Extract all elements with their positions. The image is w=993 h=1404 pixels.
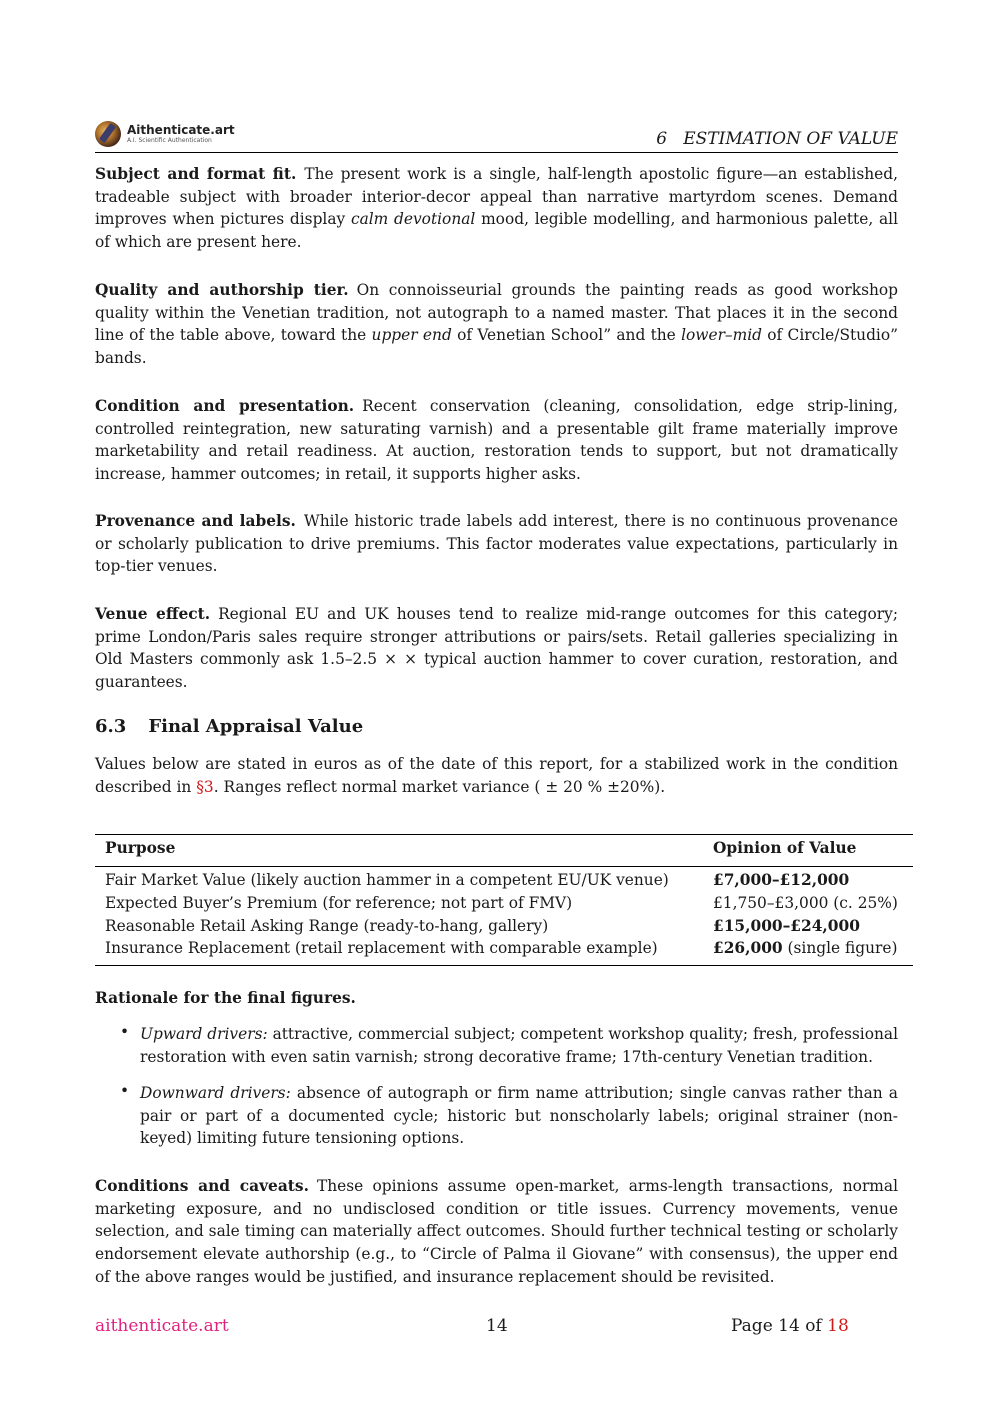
list-item-downward: Downward drivers: absence of autograph or firm name attribution; single canvas rather than a pair or part of a documented cycle; historic but nonscholarly labels; original strainer (non-keyed) limiting future tensioning options. — [140, 1084, 898, 1148]
footer-site-link[interactable]: aithenticate.art — [95, 1316, 229, 1336]
logo-emblem-icon — [95, 121, 121, 147]
section-number: 6.3 — [95, 716, 127, 737]
logo-tagline: A.I. Scientific Authentication — [127, 137, 212, 144]
paragraph-lead: Provenance and labels. — [95, 512, 296, 530]
section-reference-link[interactable]: §3 — [196, 777, 214, 796]
footer-page-number: 14 — [486, 1316, 508, 1336]
logo[interactable] — [95, 119, 235, 149]
table-header-rule — [95, 866, 913, 867]
table-row-value: £7,000–£12,000 — [713, 871, 850, 889]
bullet-icon: • — [120, 1082, 130, 1100]
table-row-purpose: Expected Buyer’s Premium (for reference; not part of FMV) — [105, 894, 573, 912]
paragraph-subject: Subject and format fit. The present work is a single, half-length apostolic figure—an established, tradeable subject with broader interior-decor appeal than narrative martyrdom scenes. Demand improves when pictures display calm devotional mood, legible modelling, and harmonious palette, all of which are present here. — [95, 165, 898, 252]
table-row-purpose: Reasonable Retail Asking Range (ready-to-hang, gallery) — [105, 917, 549, 935]
table-top-rule — [95, 834, 913, 835]
section-heading — [95, 716, 363, 737]
paragraph-lead: Conditions and caveats. — [95, 1177, 309, 1195]
table-row-purpose: Insurance Replacement (retail replacement with comparable example) — [105, 939, 658, 957]
table-header-value: Opinion of Value — [713, 839, 857, 857]
footer-page-count: Page 14 of 18 — [731, 1316, 849, 1336]
table-bottom-rule — [95, 965, 913, 966]
section-title: Final Appraisal Value — [148, 716, 364, 737]
bullet-icon: • — [120, 1023, 130, 1041]
paragraph-lead: Venue effect. — [95, 605, 211, 623]
header-rule — [95, 152, 898, 153]
paragraph-caveats: Conditions and caveats. These opinions assume open-market, arms-length transactions, normal marketing exposure, and no undisclosed condition or title issues. Currency movements, venue selection, and sale timing can materially affect outcomes. Should further technical testing or scholarly endorsement elevate authorship (e.g., to “Circle of Palma il Giovane” with consensus), the upper end of the above ranges would be justified, and insurance replacement should be revisited. — [95, 1177, 898, 1286]
footer-total-pages-link[interactable]: 18 — [827, 1316, 849, 1336]
paragraph-quality: Quality and authorship tier. On connoisseurial grounds the painting reads as good workshop quality within the Venetian tradition, not autograph to a named master. That places it in the second line of the table above, toward the upper end of Venetian School” and the lower–mid of Circle/Studio” bands. — [95, 281, 898, 368]
table-row-value: £26,000 (single figure) — [713, 939, 898, 957]
paragraph-provenance: Provenance and labels. While historic trade labels add interest, there is no continuous provenance or scholarly publication to drive premiums. This factor moderates value expectations, particularly in top-tier venues. — [95, 512, 898, 576]
paragraph-venue: Venue effect. Regional EU and UK houses tend to realize mid-range outcomes for this category; prime London/Paris sales require stronger attributions or pairs/sets. Retail galleries specializing in Old Masters commonly ask 1.5–2.5 × × typical auction hammer to cover curation, restoration, and guarantees. — [95, 605, 899, 692]
paragraph-condition: Condition and presentation. Recent conservation (cleaning, consolidation, edge strip-lining, controlled reintegration, new saturating varnish) and a presentable gilt frame materially improve marketability and retail readiness. At auction, restoration tends to support, but not dramatically increase, hammer outcomes; in retail, it supports higher asks. — [95, 397, 898, 484]
paragraph-lead: Quality and authorship tier. — [95, 281, 349, 299]
paragraph-lead: Subject and format fit. — [95, 165, 297, 183]
running-head: 6 ESTIMATION OF VALUE — [656, 129, 898, 149]
list-item-upward: Upward drivers: attractive, commercial subject; competent workshop quality; fresh, professional restoration with even satin varnish; strong decorative frame; 17th-century Venetian tradition. — [140, 1025, 898, 1066]
table-row-value: £1,750–£3,000 (c. 25%) — [713, 894, 898, 912]
table-header-purpose: Purpose — [105, 839, 176, 857]
table-row-purpose: Fair Market Value (likely auction hammer in a competent EU/UK venue) — [105, 871, 669, 889]
section-intro: Values below are stated in euros as of the date of this report, for a stabilized work in the condition described in §3. Ranges reflect normal market variance ( ± 20 % ±20%). — [95, 755, 898, 796]
rationale-heading: Rationale for the final figures. — [95, 989, 356, 1007]
paragraph-lead: Condition and presentation. — [95, 397, 355, 415]
table-row-value: £15,000–£24,000 — [713, 917, 860, 935]
logo-name: Aithenticate.art — [127, 123, 235, 137]
